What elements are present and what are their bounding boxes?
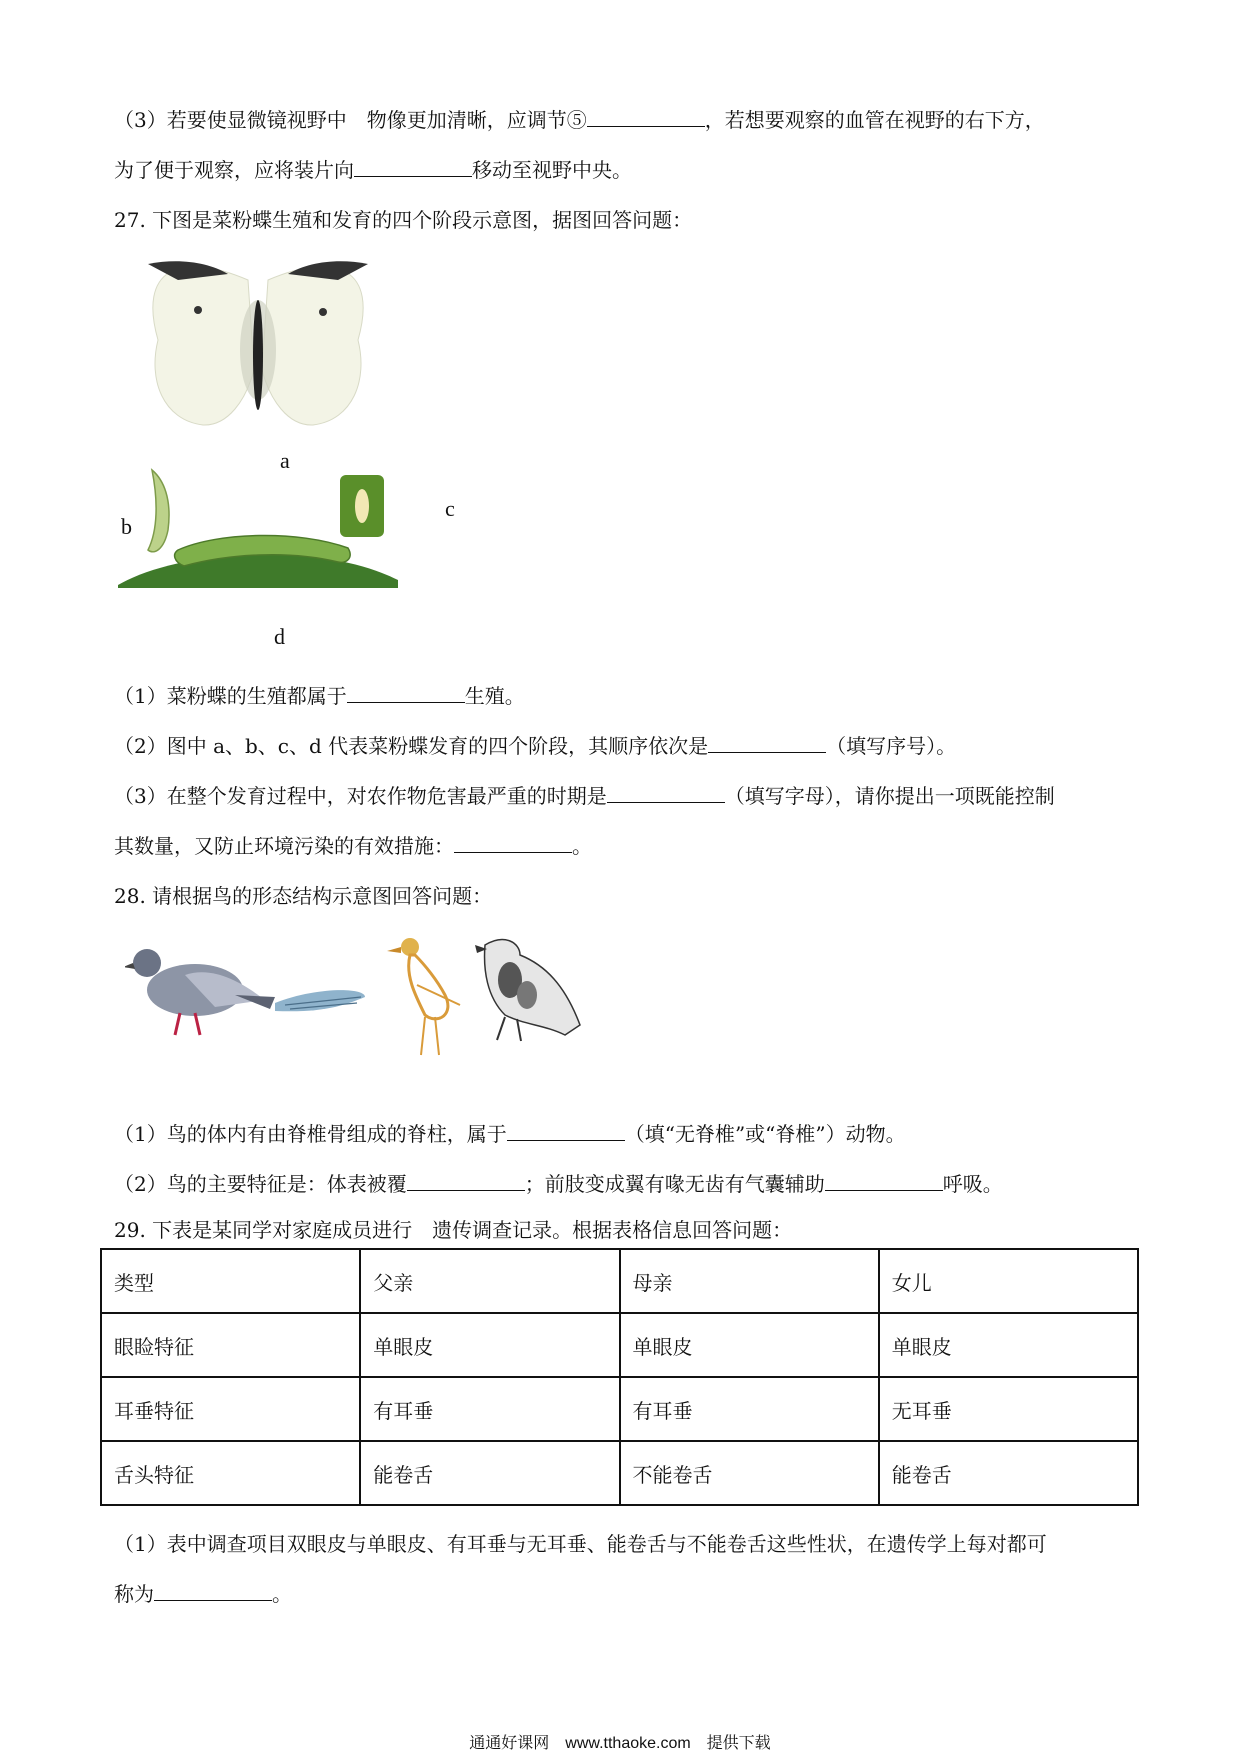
table-header-cell: 父亲 [360, 1249, 619, 1313]
q29-sub1-line1: （1）表中调查项目双眼皮与单眼皮、有耳垂与无耳垂、能卷舌与不能卷舌这些性状，在遗传学上每对都可 [114, 1532, 1047, 1556]
answer-blank[interactable] [347, 684, 465, 703]
table-cell: 有耳垂 [620, 1377, 879, 1441]
pigeon-image [125, 949, 275, 1035]
answer-blank[interactable] [354, 158, 472, 177]
answer-blank[interactable] [154, 1582, 272, 1601]
butterfly-egg-image [340, 475, 384, 537]
bird-skeleton-image [387, 938, 460, 1055]
stage-label-c: c [445, 496, 455, 521]
bird-airsac-image [475, 940, 580, 1041]
table-cell: 耳垂特征 [101, 1377, 360, 1441]
table-cell: 单眼皮 [620, 1313, 879, 1377]
answer-blank[interactable] [587, 108, 705, 127]
answer-blank[interactable] [607, 784, 725, 803]
answer-blank[interactable] [507, 1122, 625, 1141]
table-cell: 单眼皮 [879, 1313, 1138, 1377]
q29-stem: 29. 下表是某同学对家庭成员进行 遗传调查记录。根据表格信息回答问题： [114, 1218, 793, 1242]
table-header-row [101, 1249, 1138, 1313]
table-cell: 能卷舌 [879, 1441, 1138, 1505]
answer-blank[interactable] [454, 834, 572, 853]
q27-sub1: （1）菜粉蝶的生殖都属于 生殖。 [114, 684, 525, 708]
q29-sub1-line2: 称为 。 [114, 1582, 292, 1606]
table-header-cell: 类型 [101, 1249, 360, 1313]
q27-sub2: （2）图中 a、b、c、d 代表菜粉蝶发育的四个阶段，其顺序依次是 （填写序号）。 [114, 734, 957, 758]
q27-sub3-line1: （3）在整个发育过程中，对农作物危害最严重的时期是 （填写字母），请你提出一项既能控制 [114, 784, 1055, 808]
table-row [101, 1377, 1138, 1441]
table-cell: 有耳垂 [360, 1377, 619, 1441]
table-cell: 能卷舌 [360, 1441, 619, 1505]
butterfly-life-cycle-figure [118, 250, 438, 630]
q28-sub2: （2）鸟的主要特征是：体表被覆 ；前肢变成翼有喙无齿有气囊辅助 呼吸。 [114, 1172, 1003, 1196]
table-row [101, 1313, 1138, 1377]
q27-stem: 27. 下图是菜粉蝶生殖和发育的四个阶段示意图，据图回答问题： [114, 208, 693, 232]
butterfly-adult-image [148, 261, 368, 425]
table-cell: 无耳垂 [879, 1377, 1138, 1441]
table-cell: 不能卷舌 [620, 1441, 879, 1505]
table-cell: 舌头特征 [101, 1441, 360, 1505]
bird-structure-figure [125, 925, 665, 1075]
table-cell: 单眼皮 [360, 1313, 619, 1377]
answer-blank[interactable] [407, 1172, 525, 1191]
q27-sub3-line2: 其数量，又防止环境污染的有效措施： 。 [114, 834, 592, 858]
answer-blank[interactable] [708, 734, 826, 753]
answer-blank[interactable] [825, 1172, 943, 1191]
butterfly-pupa-image [148, 470, 169, 552]
table-cell: 眼睑特征 [101, 1313, 360, 1377]
stage-label-b: b [121, 514, 132, 539]
stage-label-d: d [274, 624, 285, 649]
page-footer: 通通好课网 www.tthaoke.com 提供下载 [469, 1735, 771, 1752]
table-header-cell: 女儿 [879, 1249, 1138, 1313]
table-header-cell: 母亲 [620, 1249, 879, 1313]
q28-stem: 28. 请根据鸟的形态结构示意图回答问题： [114, 884, 493, 908]
table-row [101, 1441, 1138, 1505]
heredity-table [100, 1248, 1139, 1506]
q28-sub1: （1）鸟的体内有由脊椎骨组成的脊柱，属于 （填“无脊椎”或“脊椎”）动物。 [114, 1122, 906, 1146]
stage-label-a: a [280, 448, 290, 473]
q26-3-line2: 为了便于观察，应将装片向 移动至视野中央。 [114, 158, 632, 182]
wing-image [275, 990, 365, 1011]
q26-3-line1: （3）若要使显微镜视野中 物像更加清晰，应调节⑤ ，若想要观察的血管在视野的右下方， [114, 108, 1045, 132]
